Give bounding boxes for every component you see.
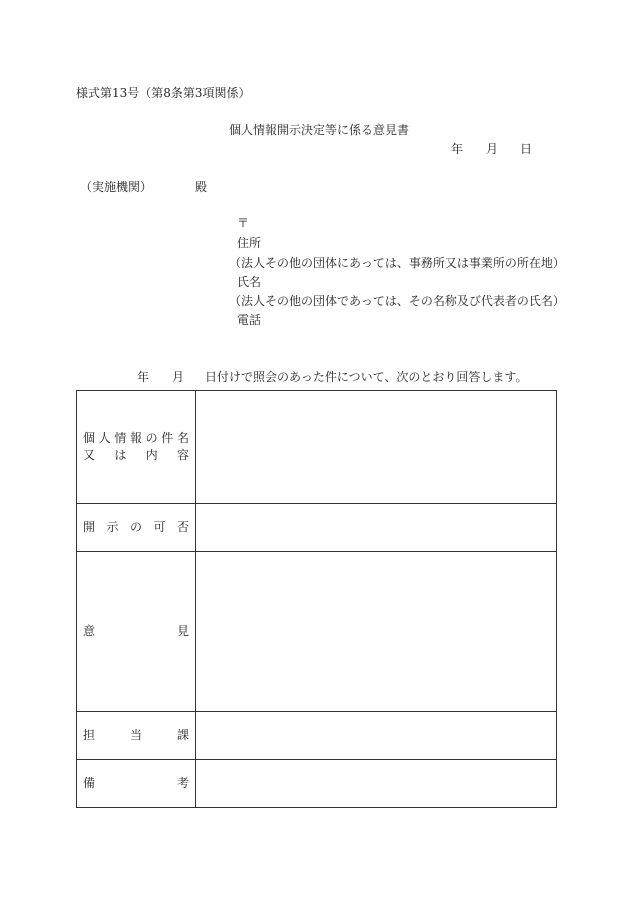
remarks-label bbox=[77, 775, 195, 792]
phone-label: 電話 bbox=[237, 313, 262, 327]
opinion-label-cell bbox=[77, 552, 196, 712]
remarks-value-cell[interactable] bbox=[196, 760, 557, 808]
department-label bbox=[77, 727, 195, 744]
label-char: 件 bbox=[161, 431, 174, 445]
table-row bbox=[77, 712, 557, 760]
intro-text: 日付けで照会のあった件について、次のとおり回答します。 bbox=[205, 370, 528, 384]
label-char: 開 bbox=[83, 520, 96, 534]
label-char: 又 bbox=[83, 448, 96, 462]
table-row bbox=[77, 391, 557, 504]
label-char: 否 bbox=[176, 520, 189, 534]
remarks-label-cell bbox=[77, 760, 196, 808]
label-char: 示 bbox=[106, 520, 119, 534]
form-number: 様式第13号（第8条第3項関係） bbox=[76, 86, 251, 100]
subject-label-cell bbox=[77, 391, 196, 504]
label-char: 意 bbox=[83, 624, 96, 638]
opinion-label bbox=[77, 623, 195, 640]
label-char: 内 bbox=[145, 448, 158, 462]
disclosure-value-cell[interactable] bbox=[196, 504, 557, 552]
label-char: 当 bbox=[129, 728, 142, 742]
label-char: 課 bbox=[176, 728, 189, 742]
opinion-value-cell[interactable] bbox=[196, 552, 557, 712]
label-char: の bbox=[129, 520, 142, 534]
department-label-cell bbox=[77, 712, 196, 760]
label-char: 見 bbox=[176, 624, 189, 638]
label-char: 人 bbox=[98, 431, 111, 445]
label-char: 容 bbox=[176, 448, 189, 462]
date-month: 月 bbox=[486, 142, 499, 156]
subject-label-line1 bbox=[77, 430, 195, 447]
table-row bbox=[77, 760, 557, 808]
label-char: 担 bbox=[83, 728, 96, 742]
response-table bbox=[76, 390, 557, 808]
name-label: 氏名 bbox=[237, 275, 262, 289]
label-char: 報 bbox=[129, 431, 142, 445]
label-char: 個 bbox=[83, 431, 96, 445]
postal-mark: 〒 bbox=[237, 216, 250, 230]
label-char: 備 bbox=[83, 776, 96, 790]
subject-value-cell[interactable] bbox=[196, 391, 557, 504]
name-note: （法人その他の団体であっては、その名称及び代表者の氏名） bbox=[229, 294, 565, 308]
table-row bbox=[77, 504, 557, 552]
label-char: の bbox=[145, 431, 158, 445]
disclosure-label-cell bbox=[77, 504, 196, 552]
address-note: （法人その他の団体にあっては、事務所又は事業所の所在地） bbox=[229, 256, 565, 270]
intro-month: 月 bbox=[172, 370, 185, 384]
label-char: 名 bbox=[176, 431, 189, 445]
table-row bbox=[77, 552, 557, 712]
date-year: 年 bbox=[451, 142, 464, 156]
label-char: は bbox=[114, 448, 127, 462]
label-char: 情 bbox=[114, 431, 127, 445]
address-label: 住所 bbox=[237, 236, 262, 250]
honorific: 殿 bbox=[195, 180, 208, 194]
disclosure-label bbox=[77, 519, 195, 536]
label-char: 考 bbox=[176, 776, 189, 790]
date-day: 日 bbox=[520, 142, 533, 156]
subject-label-line2 bbox=[77, 447, 195, 464]
label-char: 可 bbox=[153, 520, 166, 534]
intro-year: 年 bbox=[137, 370, 150, 384]
department-value-cell[interactable] bbox=[196, 712, 557, 760]
document-title: 個人情報開示決定等に係る意見書 bbox=[229, 123, 410, 137]
agency-label: （実施機関） bbox=[80, 180, 153, 194]
